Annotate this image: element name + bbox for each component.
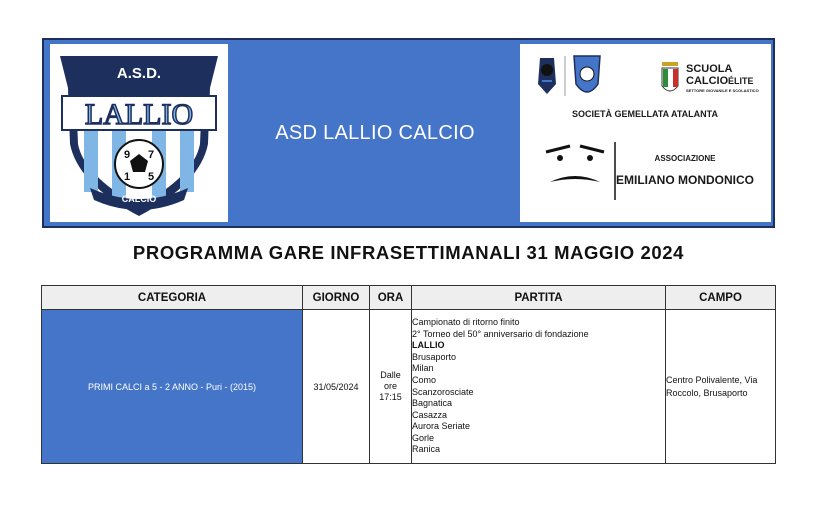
- assoc-label: ASSOCIAZIONE: [654, 154, 716, 163]
- header-banner: [42, 38, 775, 228]
- match-schedule-table: [41, 285, 776, 464]
- header-match: PARTITA: [412, 286, 666, 310]
- team-name: Brusaporto: [412, 351, 457, 362]
- logo-ball-number: 9: [124, 149, 131, 161]
- school-sub: SETTORE GIOVANILE E SCOLASTICO: [686, 88, 759, 93]
- field-cell: Centro Polivalente, Via Roccolo, Brusaporto: [666, 310, 776, 464]
- logo-ball-number: 7: [148, 149, 155, 161]
- day-cell: 31/05/2024: [303, 310, 370, 464]
- time-line: 17:15: [379, 392, 402, 402]
- assoc-name: EMILIANO MONDONICO: [616, 173, 754, 187]
- partner-logos: [520, 44, 771, 222]
- partner-logos-graphic: [520, 44, 771, 222]
- club-crest-icon: [50, 44, 228, 222]
- atalanta-crest-icon: [538, 58, 556, 94]
- logo-ball-number: 1: [124, 171, 131, 183]
- twinned-text: SOCIETÀ GEMELLATA ATALANTA: [572, 109, 718, 119]
- category-cell: PRIMI CALCI a 5 - 2 ANNO - Puri - (2015): [42, 310, 303, 464]
- club-name: ASD LALLIO CALCIO: [275, 121, 475, 144]
- team-name: Gorle: [412, 432, 435, 443]
- header-time: ORA: [370, 286, 412, 310]
- team-name: Scanzorosciate: [412, 386, 474, 397]
- logo-name-text: LALLIO: [84, 98, 194, 131]
- team-name: Aurora Seriate: [412, 421, 471, 432]
- partner-club-crest-icon: [574, 56, 600, 92]
- match-description: Campionato di ritorno finito: [412, 316, 520, 327]
- header-field: CAMPO: [666, 286, 776, 310]
- match-cell: [412, 310, 666, 464]
- time-line: ore: [383, 381, 397, 391]
- school-line1: SCUOLA: [686, 63, 733, 75]
- club-logo: [50, 44, 228, 222]
- logo-bottom-text: CALCIO: [121, 194, 157, 204]
- team-name: Como: [412, 374, 437, 385]
- header-day: GIORNO: [303, 286, 370, 310]
- logo-ball-number: 5: [148, 171, 155, 183]
- figc-shield-icon: [662, 62, 678, 91]
- team-name-home: LALLIO: [412, 340, 445, 351]
- team-name: Milan: [412, 363, 434, 374]
- time-cell: [370, 310, 412, 464]
- school-line2: CALCIO: [686, 75, 729, 87]
- school-elite: ÉLITE: [728, 76, 754, 86]
- logo-asd-text: A.S.D.: [116, 65, 162, 82]
- team-name: Ranica: [412, 444, 441, 455]
- table-header-row: [42, 286, 776, 310]
- match-description: 2° Torneo del 50° anniversario di fondazione: [412, 328, 589, 339]
- table-row: [42, 310, 776, 464]
- team-name: Casazza: [412, 409, 448, 420]
- page-title: PROGRAMMA GARE INFRASETTIMANALI 31 MAGGIO 2024: [132, 242, 685, 263]
- time-line: Dalle: [380, 370, 401, 380]
- team-name: Bagnatica: [412, 398, 453, 409]
- header-category: CATEGORIA: [42, 286, 303, 310]
- mondonico-face-icon: [546, 146, 604, 182]
